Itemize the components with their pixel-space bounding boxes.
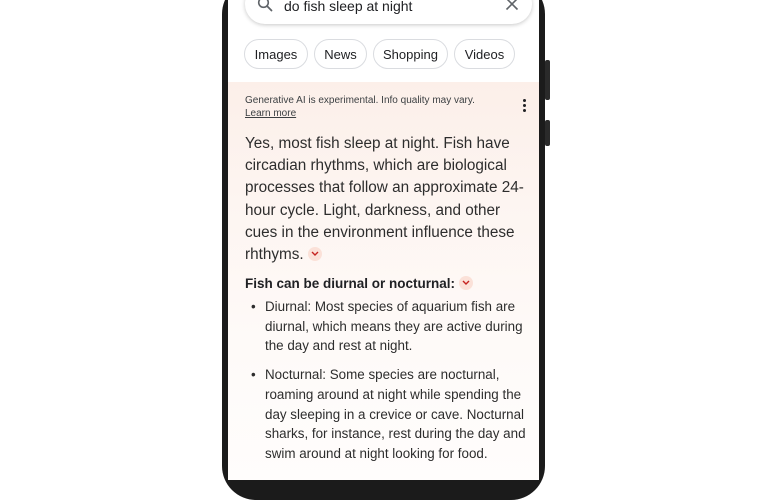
chevron-down-icon[interactable]: [459, 276, 473, 290]
disclaimer-text: Generative AI is experimental. Info quality may vary.: [245, 95, 475, 106]
search-input[interactable]: do fish sleep at night: [284, 0, 413, 14]
heading-text: Fish can be diurnal or nocturnal:: [245, 276, 456, 291]
list-item: [245, 297, 535, 356]
ai-disclaimer: [245, 94, 505, 120]
bullet-list: [245, 297, 535, 473]
close-icon[interactable]: [505, 0, 519, 16]
search-icon: [257, 0, 273, 17]
bullet-text: Nocturnal: Some species are nocturnal, roaming around at night while spending the day sleeping in a crevice or cave. Nocturnal sharks, for instance, rest during the day and swim around at night looking for food.: [265, 367, 526, 461]
power-button: [545, 120, 550, 146]
learn-more-link[interactable]: Learn more: [245, 108, 297, 119]
list-item: [245, 365, 535, 464]
chip-images[interactable]: Images: [244, 39, 308, 69]
ai-answer: [245, 133, 535, 266]
chip-shopping[interactable]: Shopping: [373, 39, 448, 69]
chip-videos[interactable]: Videos: [454, 39, 515, 69]
bullet-text: Diurnal: Most species of aquarium fish are diurnal, which means they are active during the day and rest at night.: [265, 299, 523, 354]
search-bar[interactable]: [245, 0, 532, 24]
section-heading: [245, 276, 473, 291]
volume-button: [545, 60, 550, 100]
bullet-icon: •: [251, 299, 256, 314]
bullet-icon: •: [251, 367, 256, 383]
answer-text: Yes, most fish sleep at night. Fish have circadian rhythms, which are biological processes that follow an approximate 24-hour cycle. Light, darkness, and other cues in the environment influence these rhthyms.: [245, 135, 524, 264]
chip-news[interactable]: News: [314, 39, 367, 69]
phone-screen: [228, 0, 539, 480]
more-options-icon[interactable]: [518, 99, 530, 115]
chevron-down-icon[interactable]: [308, 247, 322, 261]
